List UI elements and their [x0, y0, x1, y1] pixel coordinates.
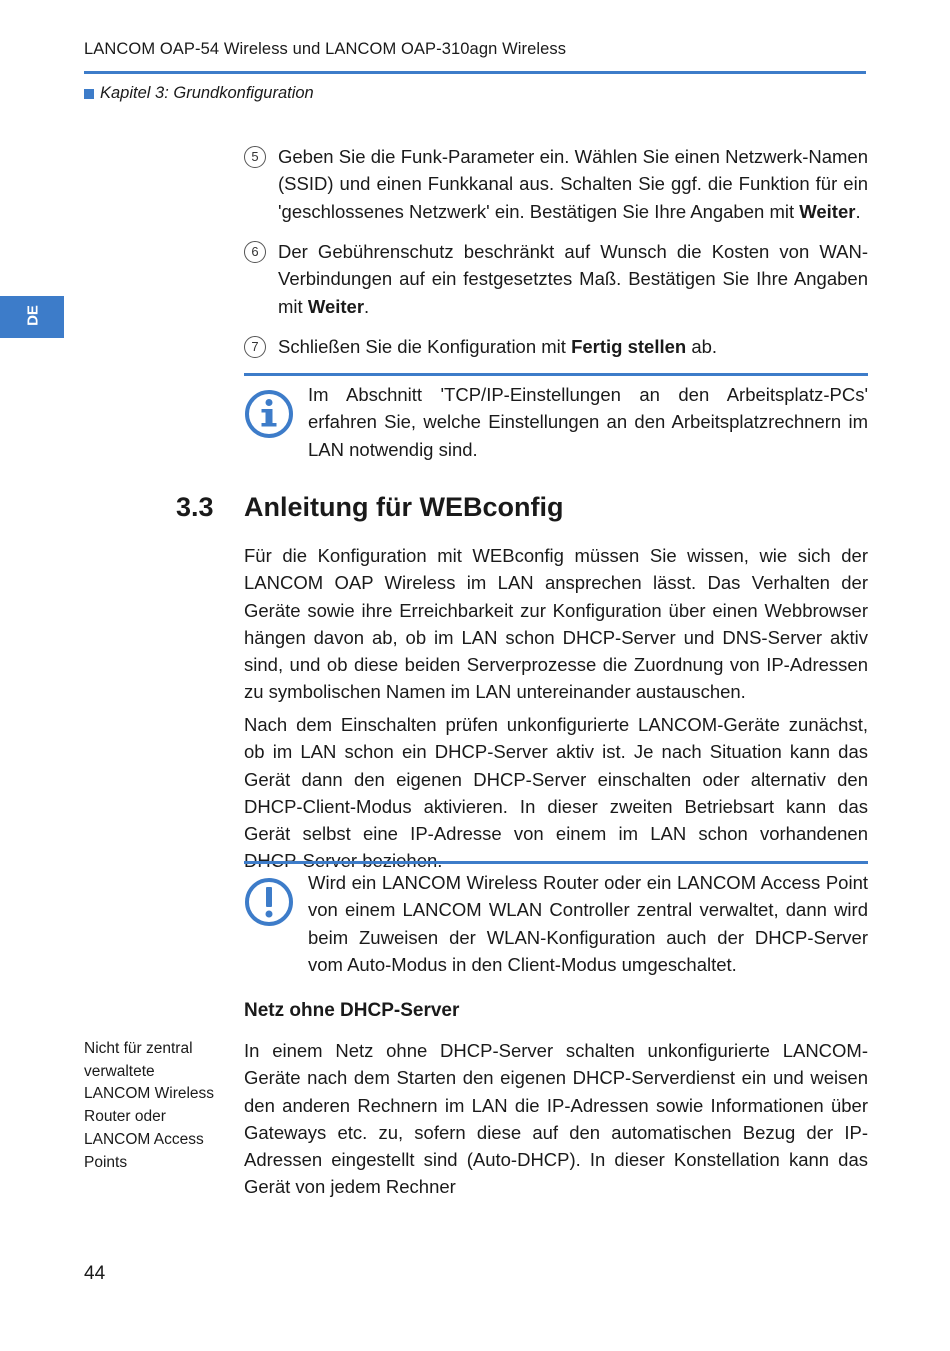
info-note-rule [244, 373, 868, 376]
subheading: Netz ohne DHCP-Server [244, 1000, 460, 1021]
step-bold-term: Fertig stellen [571, 336, 687, 357]
language-tab-label: DE [24, 305, 42, 326]
step-text [278, 238, 868, 320]
info-note-text: Im Abschnitt 'TCP/IP-Einstellungen an den Arbeitsplatz-PCs' erfahren Sie, welche Einstellungen an den Arbeitsplatzrechnern im LAN notwendig sind. [308, 384, 868, 460]
warning-note-rule [244, 861, 868, 864]
section-number: 3.3 [176, 492, 214, 522]
step-item [244, 238, 868, 320]
body-paragraph: Nach dem Einschalten prüfen unkonfigurierte LANCOM-Geräte zunächst, ob im LAN schon ein DHCP-Server aktiv ist. Je nach Situation kann das Gerät dann den eigenen DHCP-Server einschalten oder alternativ den DHCP-Client-Modus aktivieren. In dieser zweiten Betriebsart kann das Gerät selbst eine IP-Adresse von einem im LAN schon vorhandenen [244, 714, 868, 845]
step-text-part: Der Gebührenschutz beschränkt auf Wunsch die Kosten von WAN-Verbindungen auf ein festgesetztes Maß. Bestätigen Sie Ihre Angaben mit [278, 241, 868, 317]
info-icon [244, 389, 294, 439]
step-item [244, 333, 868, 360]
step-number: 5 [244, 146, 266, 168]
warning-note-text: Wird ein LANCOM Wireless Router oder ein LANCOM Access Point von einem LANCOM WLAN Controller zentral verwaltet, dann wird beim Zuweisen der WLAN-Konfiguration auch der DHCP-Server vom Auto-Modus in den Client-Modus umgeschaltet. [308, 872, 868, 975]
step-text-part: Geben Sie die Funk-Parameter ein. Wählen Sie einen Netzwerk-Namen (SSID) und einen Funkkanal aus. Schalten Sie ggf. die Funktion für ein 'geschlossenes Netzwerk' ein. Bestätigen Sie Ihre Angaben mit [278, 146, 868, 222]
step-bold-term: Weiter [799, 200, 856, 222]
header-rule [84, 71, 866, 74]
step-text [278, 143, 868, 225]
step-number: 6 [244, 241, 266, 263]
step-text-part: . [364, 295, 370, 317]
step-bold-term: Weiter [307, 295, 365, 317]
step-text-part: . [855, 200, 861, 222]
step-item [244, 143, 868, 225]
step-text-part: ab. [686, 336, 718, 357]
step-text [278, 333, 868, 360]
page-number: 44 [84, 1263, 106, 1284]
running-header: LANCOM OAP-54 Wireless und LANCOM OAP-310agn Wireless [84, 40, 567, 58]
step-text-part: Schließen Sie die Konfiguration mit [278, 336, 572, 357]
body-paragraph: In einem Netz ohne DHCP-Server schalten unkonfigurierte LANCOM-Geräte nach dem Starten den eigenen DHCP-Serverdienst ein und weisen den anderen Rechnern im LAN die IP-Adressen sowie Informationen über Gateways etc. zu, sofern diese auf den automatischen Bezug der IP-Adressen eingestellt sind (Auto-DHCP). In dieser Konstellation kann das Gerät von jedem Rechner [244, 1040, 868, 1198]
language-tab [0, 296, 64, 338]
chapter-square-icon [84, 89, 94, 99]
margin-note: Nicht für zentral verwaltete LANCOM Wireless Router oder LANCOM Access Points [84, 1040, 215, 1171]
section-title: Anleitung für WEBconfig [244, 492, 564, 522]
body-paragraph: Für die Konfiguration mit WEBconfig müssen Sie wissen, wie sich der LANCOM OAP Wireless im LAN ansprechen lässt. Das Verhalten der Geräte sowie ihre Erreichbarkeit zur Konfiguration über einen Webbrowser hängen davon ab, ob im LAN schon DHCP-Server und DNS-Server aktiv sind, und ob diese beiden Serverprozesse die Zuordnung von IP-Adressen zu symbolischen Namen im LAN untereinander austauschen. [244, 545, 868, 703]
exclamation-icon [244, 877, 294, 927]
step-number: 7 [244, 336, 266, 358]
chapter-label: Kapitel 3: Grundkonfiguration [100, 84, 314, 102]
chapter-line [84, 84, 314, 103]
